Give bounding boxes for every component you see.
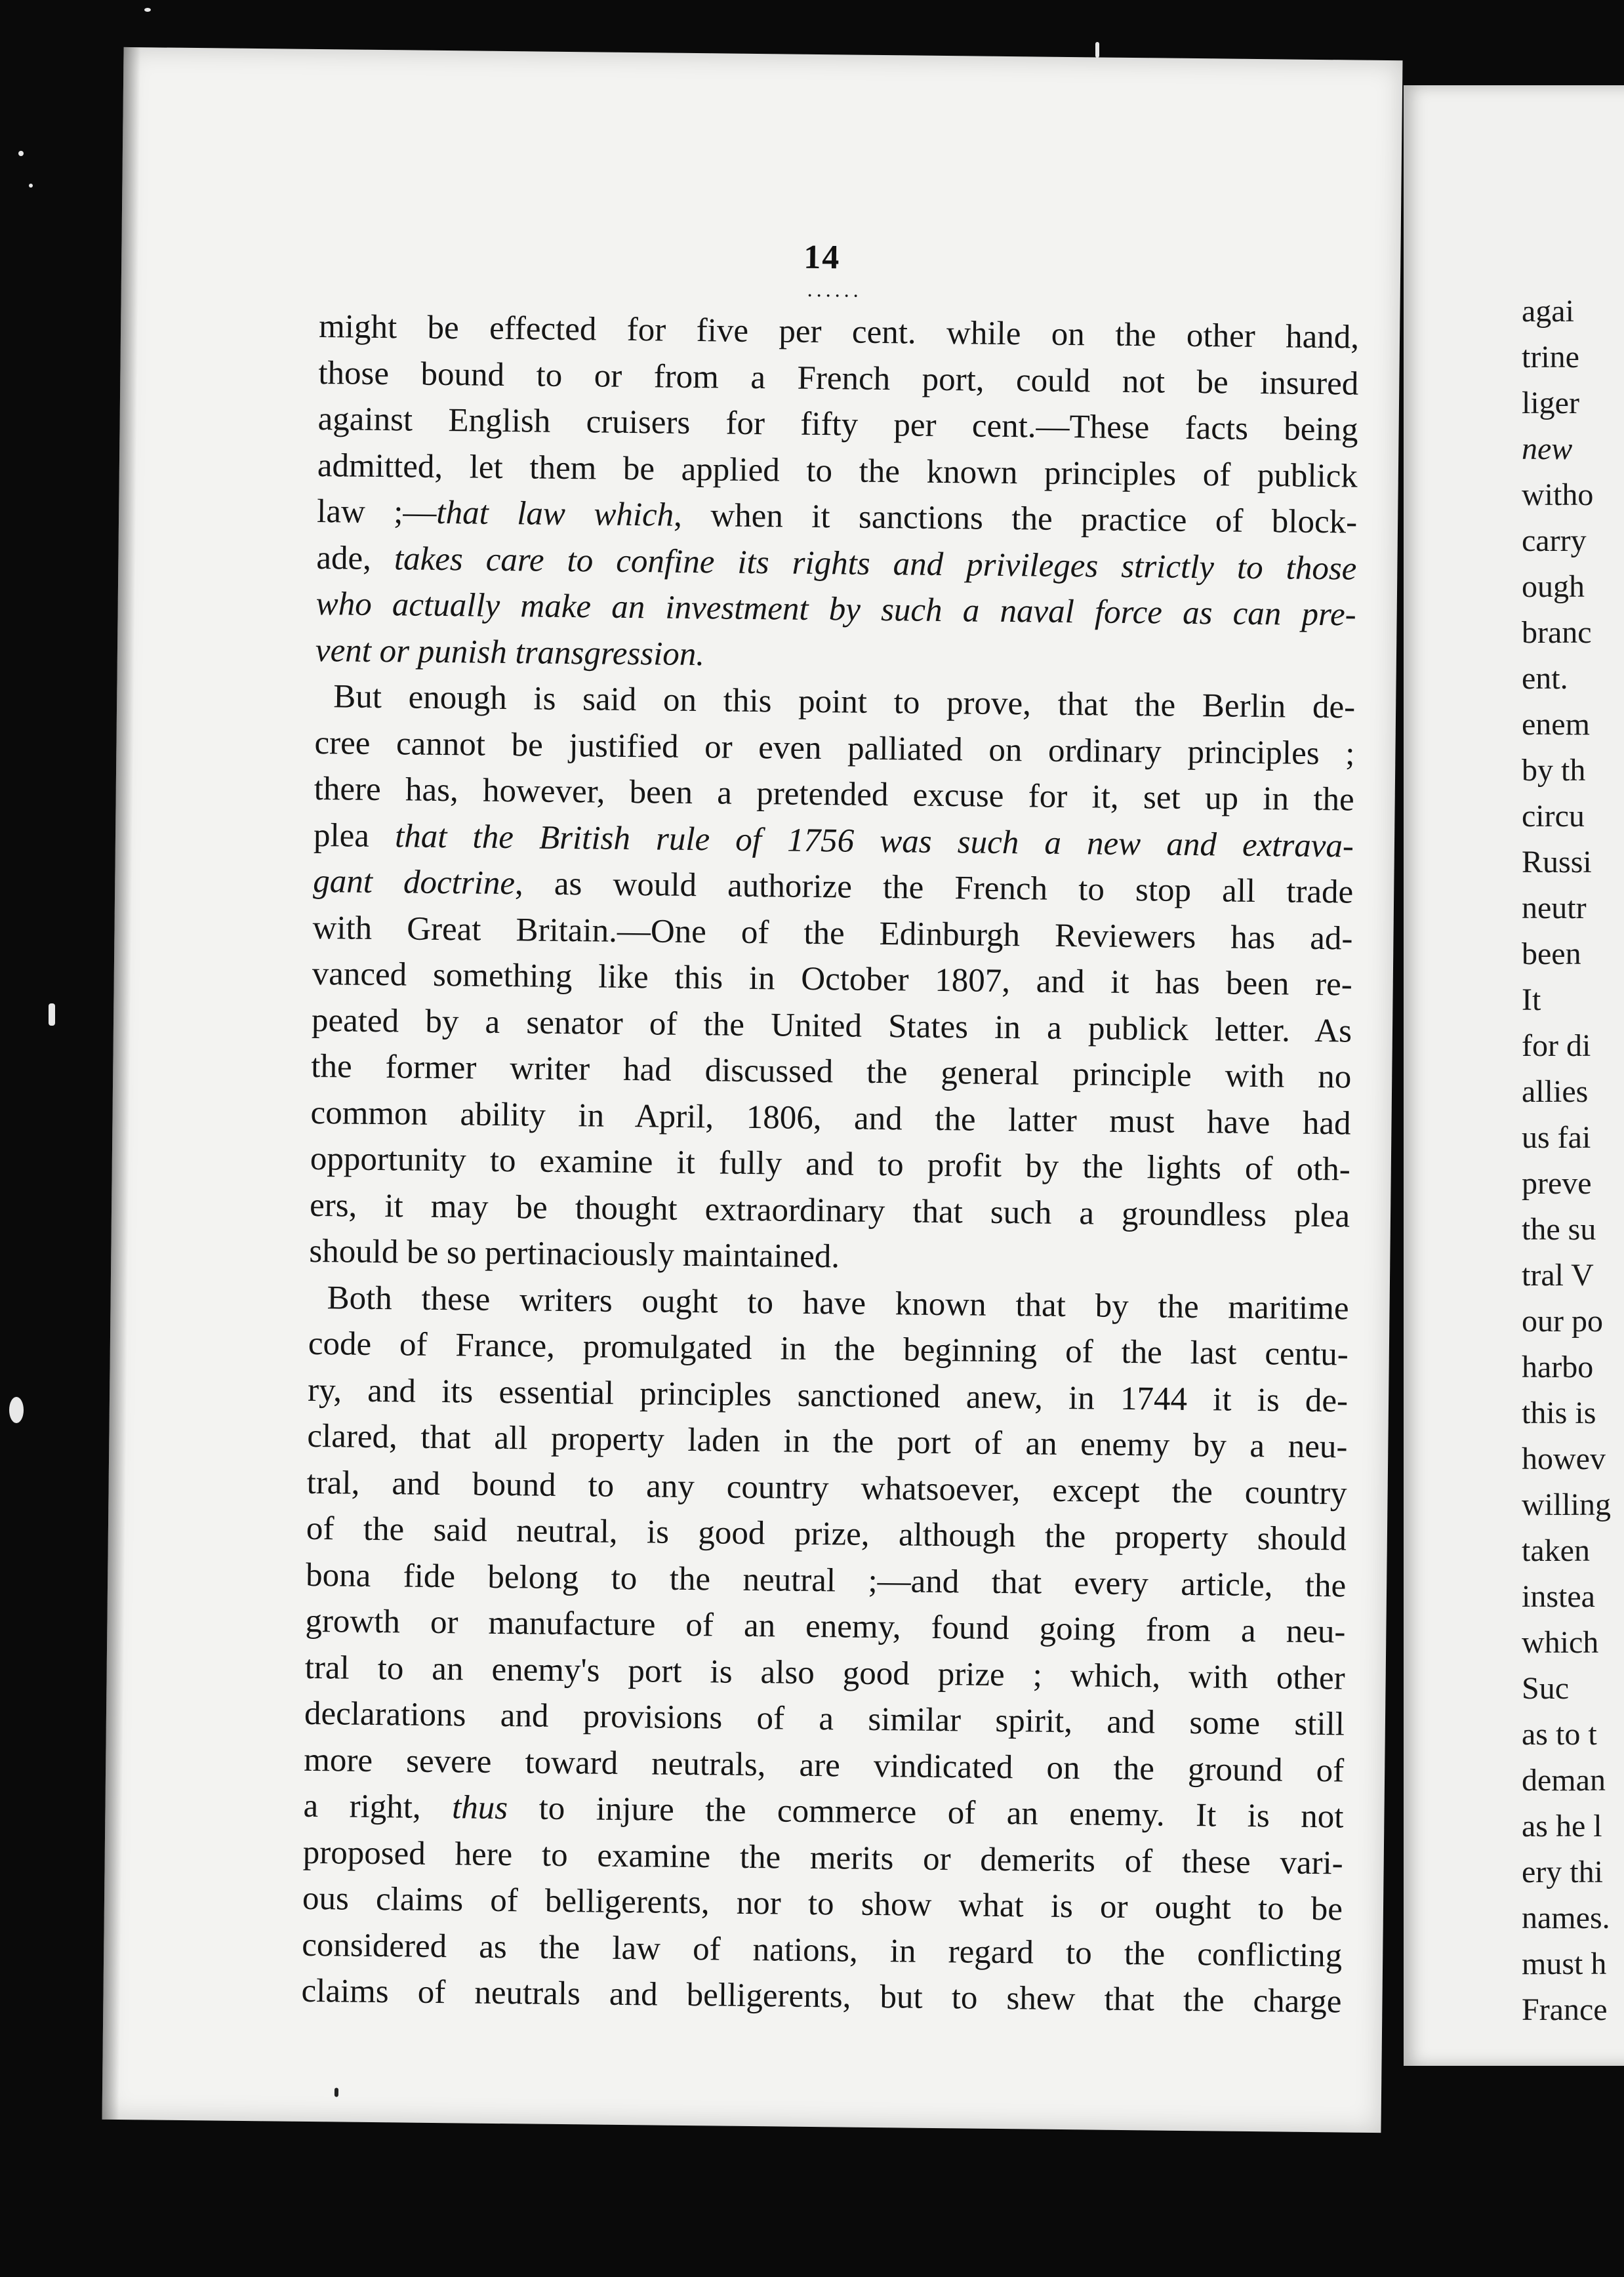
facing-page-line: France: [1522, 1992, 1608, 2027]
facing-page-line: tral V: [1522, 1258, 1594, 1293]
ink-mark: [335, 2087, 338, 2097]
text-line: cree cannot be justified or even palliated on ordinary principles ;: [314, 724, 1355, 773]
facing-page-line: as to t: [1522, 1717, 1597, 1752]
text-line: bona fide belong to the neutral ;—and that every article, the: [305, 1556, 1347, 1605]
text-line: there has, however, been a pretended excuse for it, set up in the: [314, 770, 1354, 818]
text-line: ers, it may be thought extraordinary that such a groundless plea: [309, 1186, 1350, 1235]
text-line: vent or punish transgression.: [315, 632, 705, 673]
facing-page-line: Russi: [1522, 845, 1592, 879]
facing-page-text: [1522, 289, 1624, 2033]
facing-page-line: as he l: [1522, 1809, 1602, 1844]
facing-page-line: ent.: [1522, 661, 1568, 696]
text-line: vanced something like this in October 1807, and it has been re-: [312, 955, 1353, 1003]
facing-page-line: liger: [1522, 386, 1579, 420]
facing-page-line: for di: [1522, 1028, 1591, 1063]
text-line: against English cruisers for fifty per cent.—These facts being: [317, 401, 1358, 449]
facing-page-line: instea: [1522, 1579, 1595, 1614]
dust-speck: [49, 1003, 55, 1026]
text-line: ous claims of belligerents, nor to show what is or ought to be: [302, 1880, 1343, 1928]
facing-page-line: by th: [1522, 753, 1586, 788]
facing-page-line: taken: [1522, 1533, 1590, 1568]
text-line: considered as the law of nations, in regard to the conflicting: [302, 1926, 1343, 1974]
facing-page-line: enem: [1522, 707, 1590, 742]
facing-page-line: witho: [1522, 477, 1594, 512]
text-line: plea that the British rule of 1756 was such a new and extrava-: [313, 816, 1354, 865]
text-line: admitted, let them be applied to the known principles of publick: [317, 447, 1358, 495]
facing-page-line: trine: [1522, 340, 1579, 374]
text-line: clared, that all property laden in the port of an enemy by a neu-: [307, 1417, 1348, 1466]
facing-page-line: been: [1522, 937, 1581, 971]
text-line: should be so pertinaciously maintained.: [309, 1232, 840, 1276]
page-number-ornament: ......: [807, 277, 863, 302]
text-line: opportunity to examine it fully and to profit by the lights of oth-: [310, 1140, 1351, 1188]
facing-page-line: new: [1522, 432, 1573, 466]
text-line: might be effected for five per cent. while on the other hand,: [318, 308, 1360, 356]
facing-page-line: willing: [1522, 1487, 1612, 1522]
text-line: ade, takes care to confine its rights and privileges strictly to those: [316, 539, 1357, 588]
text-line: Both these writers ought to have known that by the maritime: [327, 1279, 1349, 1327]
facing-page-line: our po: [1522, 1304, 1603, 1339]
text-line: more severe toward neutrals, are vindicated on the ground of: [303, 1741, 1345, 1790]
dust-speck: [1095, 42, 1099, 58]
facing-page-line: harbo: [1522, 1350, 1594, 1384]
text-line: with Great Britain.—One of the Edinburgh Reviewers has ad-: [312, 909, 1353, 957]
text-line: growth or manufacture of an enemy, found going from a neu-: [305, 1602, 1346, 1651]
text-line: of the said neutral, is good prize, although the property should: [306, 1510, 1347, 1558]
text-line: claims of neutrals and belligerents, but to shew that the charge: [301, 1972, 1342, 2021]
facing-page-line: which: [1522, 1625, 1599, 1660]
text-line: tral, and bound to any country whatsoever, except the country: [306, 1464, 1347, 1512]
text-line: But enough is said on this point to prove, that the Berlin de-: [333, 678, 1356, 726]
facing-page-line: allies: [1522, 1074, 1589, 1109]
facing-page-line: us fai: [1522, 1120, 1591, 1155]
facing-page-line: branc: [1522, 615, 1592, 650]
page-number: 14: [803, 238, 841, 277]
dust-speck: [18, 151, 24, 156]
facing-page-line: the su: [1522, 1212, 1596, 1247]
facing-page-line: names.: [1522, 1901, 1610, 1935]
facing-page-line: Suc: [1522, 1671, 1569, 1706]
text-line: declarations and provisions of a similar spirit, and some still: [304, 1695, 1345, 1743]
facing-page-line: neutr: [1522, 891, 1587, 925]
facing-page-line: ough: [1522, 569, 1585, 604]
facing-page-line: agai: [1522, 294, 1574, 329]
dust-speck: [9, 1397, 24, 1423]
facing-page-line: circu: [1522, 799, 1585, 834]
dust-speck: [144, 8, 151, 12]
text-line: gant doctrine, as would authorize the French to stop all trade: [313, 862, 1354, 911]
text-line: ry, and its essential principles sanctioned anew, in 1744 it is de-: [307, 1371, 1349, 1420]
facing-page-line: ery thi: [1522, 1855, 1603, 1889]
text-line: those bound to or from a French port, could not be insured: [318, 354, 1359, 403]
facing-page-line: It: [1522, 982, 1541, 1017]
body-text: [301, 304, 1359, 2025]
facing-page-line: must h: [1522, 1946, 1607, 1981]
facing-page-line: this is: [1522, 1396, 1596, 1430]
book-page: [102, 47, 1403, 2133]
facing-page-line: preve: [1522, 1166, 1592, 1201]
text-line: a right, thus to injure the commerce of an enemy. It is not: [303, 1787, 1344, 1836]
text-line: common ability in April, 1806, and the latter must have had: [310, 1094, 1351, 1142]
page-edge-shadow: [102, 47, 141, 2120]
text-line: law ;—that law which, when it sanctions the practice of block-: [316, 493, 1358, 541]
text-line: proposed here to examine the merits or demerits of these vari-: [302, 1834, 1343, 1882]
text-line: tral to an enemy's port is also good prize ; which, with other: [304, 1649, 1345, 1697]
facing-page-line: howev: [1522, 1441, 1606, 1476]
text-line: code of France, promulgated in the beginning of the last centu-: [308, 1325, 1349, 1373]
facing-page-line: deman: [1522, 1763, 1606, 1798]
text-line: peated by a senator of the United States in a publick letter. As: [311, 1001, 1352, 1050]
facing-page-line: carry: [1522, 523, 1587, 558]
text-line: who actually make an investment by such a naval force as can pre-: [315, 585, 1356, 634]
dust-speck: [29, 184, 33, 188]
text-line: the former writer had discussed the general principle with no: [311, 1047, 1352, 1096]
